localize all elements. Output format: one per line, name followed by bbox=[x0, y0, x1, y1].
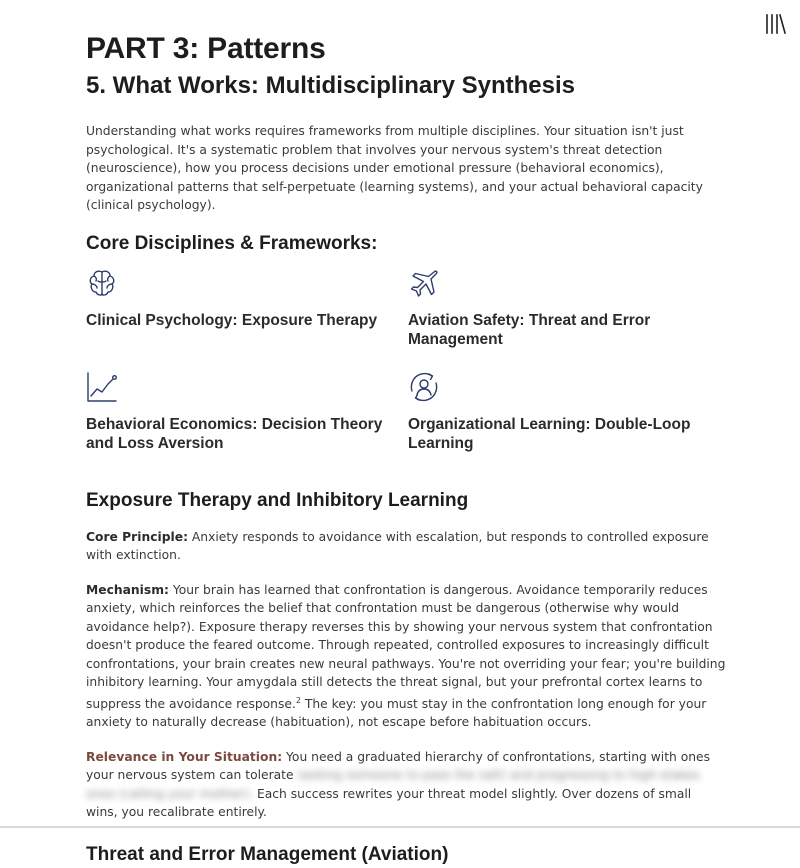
discipline-title: Organizational Learning: Double-Loop Learning bbox=[408, 415, 691, 452]
mechanism-paragraph bbox=[86, 581, 726, 732]
core-disciplines-heading: Core Disciplines & Frameworks: bbox=[86, 232, 378, 254]
document-content bbox=[86, 30, 726, 868]
discipline-card-behavioral-economics bbox=[86, 371, 408, 475]
part-title: PART 3: Patterns bbox=[86, 32, 326, 65]
user-cycle-icon bbox=[408, 371, 440, 403]
discipline-card-clinical-psychology bbox=[86, 267, 408, 371]
discipline-title: Behavioral Economics: Decision Theory and Loss Aversion bbox=[86, 415, 383, 452]
mechanism-label: Mechanism: bbox=[86, 582, 169, 597]
relevance-label: Relevance in Your Situation: bbox=[86, 749, 283, 764]
mechanism-tail: The key: you must stay in the confrontation long enough for your anxiety to naturally decrease (habituation), not escape before habituation occurs. bbox=[86, 696, 707, 730]
airplane-icon bbox=[408, 267, 440, 299]
discipline-title: Clinical Psychology: Exposure Therapy bbox=[86, 311, 378, 329]
relevance-tail: Each success rewrites your threat model slightly. Over dozens of small wins, you recalibrate entirely. bbox=[86, 786, 692, 820]
section-title: 5. What Works: Multidisciplinary Synthesis bbox=[86, 72, 575, 99]
discipline-title: Aviation Safety: Threat and Error Management bbox=[408, 311, 651, 348]
core-principle-text: Anxiety responds to avoidance with escalation, but responds to controlled exposure with extinction. bbox=[86, 529, 709, 562]
relevance-text: You need a graduated hierarchy of confrontations, starting with ones your nervous system can tolerate bbox=[86, 749, 711, 783]
discipline-card-aviation-safety bbox=[408, 267, 726, 371]
threat-error-heading: Threat and Error Management (Aviation) bbox=[86, 843, 449, 865]
relevance-paragraph bbox=[86, 748, 726, 822]
core-principle-label: Core Principle: bbox=[86, 529, 188, 544]
discipline-card-organizational-learning bbox=[408, 371, 726, 475]
core-principle-paragraph bbox=[86, 528, 726, 565]
footnote-marker[interactable]: 2 bbox=[295, 695, 301, 705]
mechanism-text: Your brain has learned that confrontation is dangerous. Avoidance temporarily reduces anxiety, which reinforces the belief that confrontation must be dangerous (otherwise why would avoidance help?). Exposure therapy reverses this by showing your nervous system that confrontation doesn't produce the feared outcome. Through repeated, controlled exposures to increasingly difficult confrontations, your brain creates new neural pathways. You're not overriding your fear; you're building inhibitory learning. Your amygdala still detects the threat signal, but your prefrontal cortex learns to suppress the avoidance response. bbox=[86, 582, 726, 711]
line-chart-icon bbox=[86, 371, 118, 403]
library-logo-icon bbox=[764, 12, 788, 36]
bottom-divider bbox=[0, 826, 800, 828]
brain-icon bbox=[86, 267, 118, 299]
disciplines-grid bbox=[86, 267, 726, 475]
exposure-therapy-heading: Exposure Therapy and Inhibitory Learning bbox=[86, 489, 469, 511]
intro-paragraph: Understanding what works requires frameworks from multiple disciplines. Your situation isn't just psychological. It's a systematic problem that involves your nervous system's threat detection (neuroscience), how you process decisions under emotional pressure (behavioral economics), organizational patterns that self-perpetuate (learning systems), and your actual behavioral capacity (clinical psychology). bbox=[86, 124, 703, 212]
blurred-text: (asking someone to pass the salt) and progressing to high-stakes ones (calling your mother). bbox=[86, 768, 700, 801]
